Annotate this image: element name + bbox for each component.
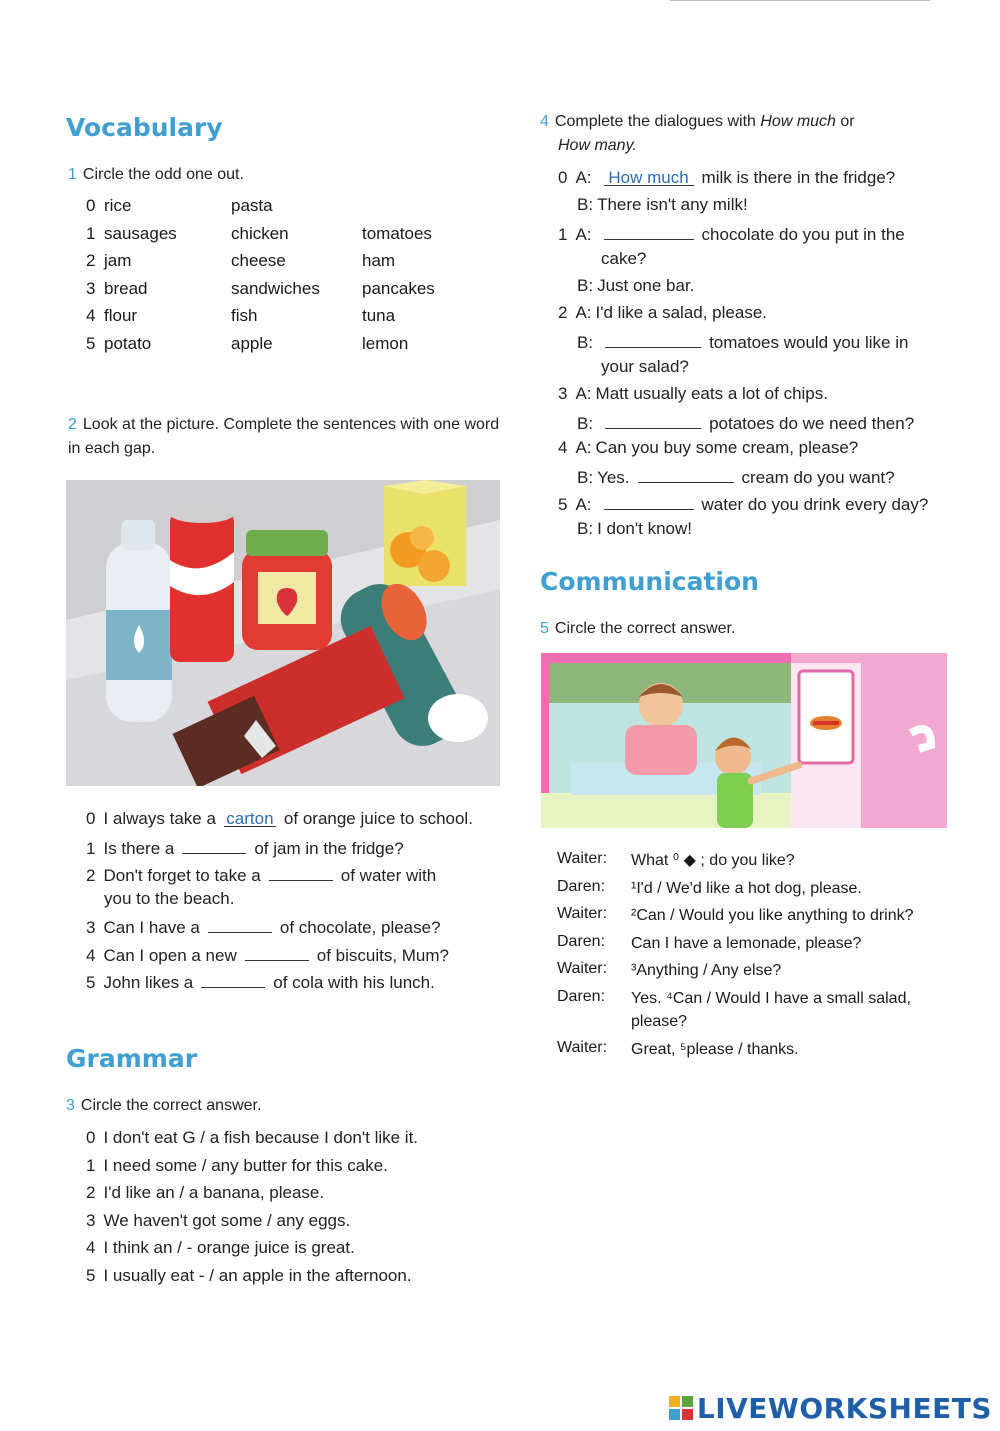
ex3-number: 3 (66, 1097, 75, 1114)
ex1-row-number: 0 (86, 196, 96, 215)
ex2-sentence-start: Can I have a (103, 918, 200, 937)
ex5-line-continuation: please? (631, 1013, 688, 1030)
ex1-word-option[interactable]: fish (231, 306, 258, 325)
ex3-sentence[interactable] (86, 1210, 350, 1232)
liveworksheets-logo-text: LIVEWORKSHEETS (696, 1392, 992, 1425)
ex2-sentence-end: of jam in the fridge? (254, 839, 404, 858)
liveworksheets-logo-icon (669, 1396, 693, 1420)
ex3-sentence-text: I don't eat G / a fish because I don't like it. (103, 1128, 419, 1147)
ex4-b-text: Just one bar. (597, 276, 695, 295)
ex2-sentence-end: of water with (340, 866, 437, 885)
ex3-sentence-text: I usually eat - / an apple in the afternoon. (103, 1265, 412, 1285)
ex1-word-option[interactable]: tomatoes (362, 223, 432, 243)
ex1-row-number: 4 (86, 306, 96, 325)
ex4-b-text: There isn't any milk! (597, 195, 748, 214)
ex4-speaker-b: B: (577, 195, 594, 214)
ex4-line-a (558, 491, 928, 516)
ex5-number: 5 (540, 620, 549, 637)
ex2-sentence-start: Is there a (103, 839, 175, 858)
ex4-number: 4 (540, 113, 549, 130)
ex5-line-text[interactable]: What ⁰ ◆ ; do you like? (631, 852, 795, 869)
ex4-b-continuation: your salad? (601, 357, 689, 376)
ex1-word-option[interactable]: chicken (231, 223, 289, 243)
ex1-word-option[interactable]: apple (231, 333, 273, 353)
ex5-line-text[interactable]: Great, ⁵please / thanks. (631, 1041, 799, 1058)
ex1-row-number: 3 (86, 278, 96, 298)
ex4-speaker-a: A: (575, 495, 592, 514)
ex4-a-text: milk is there in the fridge? (701, 168, 896, 187)
ex4-speaker-a: A: (575, 303, 592, 322)
ex5-speaker: Waiter: (557, 1039, 608, 1056)
ex4-item-number: 5 (558, 495, 568, 514)
ex3-sentence[interactable] (86, 1127, 418, 1149)
ex5-instruction (540, 617, 735, 641)
ex4-line-b (577, 464, 895, 489)
ex4-speaker-a: A: (575, 225, 592, 244)
ex4-b-text: I don't know! (597, 519, 692, 538)
ex3-sentence[interactable] (86, 1265, 412, 1287)
ex3-sentence-text: I think an / - orange juice is great. (103, 1238, 355, 1257)
ex2-sentence-start: Can I open a new (103, 946, 237, 965)
ex4-a-continuation: cake? (601, 249, 647, 268)
ex2-sentence-end: of biscuits, Mum? (316, 946, 449, 965)
ex2-answer-blank[interactable] (208, 914, 272, 933)
ex3-sentence-text: We haven't got some / any eggs. (103, 1210, 351, 1230)
ex2-sentence-start: I always take a (103, 809, 216, 828)
ex1-word-option[interactable]: sausages (104, 223, 177, 243)
ex3-item-number: 5 (86, 1265, 96, 1285)
ex4-a-text: Matt usually eats a lot of chips. (595, 384, 828, 403)
hot-dog-stand-illustration (541, 653, 947, 828)
ex4-instruction (540, 110, 940, 158)
ex5-line-text[interactable]: ¹I'd / We'd like a hot dog, please. (631, 879, 862, 897)
ex4-line-b (577, 518, 692, 540)
ex4-b-prefix: Yes. (597, 468, 630, 487)
ex1-word-option[interactable]: pancakes (362, 278, 435, 298)
ex4-line-b (577, 275, 694, 297)
ex5-line-text[interactable]: ³Anything / Any else? (631, 962, 782, 979)
ex1-row-number: 1 (86, 223, 96, 243)
ex2-sentence (86, 969, 435, 994)
ex1-word-option[interactable]: pasta (231, 196, 273, 215)
ex4-b-text: tomatoes would you like in (709, 333, 909, 352)
ex4-speaker-a: A: (575, 438, 592, 457)
ex4-line-b (577, 410, 914, 435)
ex1-instruction (68, 163, 244, 187)
ex5-line-text[interactable]: ²Can / Would you like anything to drink? (631, 907, 914, 924)
ex4-a-text: chocolate do you put in the (701, 225, 905, 244)
ex2-answer-blank[interactable] (201, 969, 265, 988)
ex4-line-b (577, 329, 908, 354)
top-rule (670, 0, 930, 1)
ex1-word-option[interactable]: jam (104, 251, 132, 270)
communication-heading: Communication (540, 567, 759, 596)
ex4-a-blank[interactable] (604, 221, 694, 240)
ex4-b-blank[interactable] (605, 329, 701, 348)
ex4-speaker-b: B: (577, 333, 594, 352)
ex2-item-number: 2 (86, 866, 96, 885)
ex1-row-number: 5 (86, 333, 96, 353)
ex1-word-option[interactable]: rice (104, 196, 132, 215)
ex2-sentence-start: Don't forget to take a (103, 866, 261, 885)
ex2-item-number: 1 (86, 839, 96, 858)
ex3-item-number: 1 (86, 1155, 96, 1175)
ex4-line-a (558, 302, 767, 324)
ex5-speaker: Daren: (557, 932, 606, 950)
ex5-line-text[interactable]: Yes. ⁴Can / Would I have a small salad, (631, 989, 911, 1007)
ex4-a-text: I'd like a salad, please. (595, 303, 767, 322)
ex4-instruction-or: or (840, 113, 855, 130)
ex3-item-number: 0 (86, 1128, 96, 1147)
ex5-instruction-text: Circle the correct answer. (554, 620, 736, 637)
ex2-answer-blank[interactable] (269, 862, 333, 881)
ex2-sentence (86, 914, 441, 939)
ex2-answer-blank[interactable]: carton (224, 808, 276, 827)
ex2-number: 2 (68, 416, 77, 433)
ex2-sentence (86, 942, 449, 967)
ex2-sentence-continuation: you to the beach. (104, 889, 235, 908)
ex4-line-a (558, 383, 828, 405)
ex4-item-number: 3 (558, 384, 568, 403)
ex5-speaker: Daren: (557, 987, 606, 1005)
ex1-word-option[interactable]: cheese (231, 251, 286, 270)
ex3-sentence[interactable] (86, 1237, 355, 1259)
ex5-speaker: Waiter: (557, 905, 608, 922)
ex4-speaker-a: A: (575, 168, 592, 187)
grammar-heading: Grammar (66, 1044, 198, 1073)
ex4-speaker-b: B: (577, 468, 594, 487)
ex3-instruction (66, 1094, 261, 1118)
ex2-item-number: 4 (86, 946, 96, 965)
ex1-word-option[interactable]: flour (104, 306, 138, 325)
ex4-speaker-b: B: (577, 519, 594, 538)
ex2-sentence-end: of chocolate, please? (279, 918, 441, 937)
ex4-b-blank[interactable] (605, 410, 701, 429)
ex5-speaker: Daren: (557, 877, 606, 895)
ex4-b-text: cream do you want? (741, 468, 895, 487)
ex4-line-b (577, 194, 748, 216)
ex3-sentence[interactable] (86, 1182, 324, 1204)
ex4-item-number: 4 (558, 438, 568, 457)
ex1-number: 1 (68, 166, 77, 183)
ex1-instruction-text: Circle the odd one out. (82, 166, 244, 183)
ex4-speaker-b: B: (577, 414, 594, 433)
ex4-instruction-how-many: How many. (558, 137, 637, 154)
ex2-item-number: 5 (86, 973, 96, 992)
ex2-sentence-end: of orange juice to school. (283, 809, 473, 828)
food-containers-illustration (66, 480, 500, 786)
ex3-sentence-text: I need some / any butter for this cake. (103, 1155, 388, 1175)
ex1-word-option[interactable]: sandwiches (231, 278, 320, 298)
ex2-sentence (86, 862, 436, 887)
ex4-speaker-a: A: (575, 384, 592, 403)
vocabulary-heading: Vocabulary (66, 113, 223, 142)
ex3-item-number: 4 (86, 1238, 96, 1257)
ex1-word-option[interactable]: ham (362, 251, 396, 270)
ex4-b-blank[interactable] (638, 464, 734, 483)
ex4-line-a (558, 167, 895, 189)
ex3-item-number: 2 (86, 1183, 96, 1202)
ex1-word-option[interactable]: bread (104, 278, 148, 298)
ex3-instruction-text: Circle the correct answer. (80, 1097, 262, 1114)
ex4-line-a (558, 437, 858, 459)
ex4-a-blank[interactable]: How much (604, 167, 694, 186)
ex1-word-option[interactable]: tuna (362, 306, 396, 325)
ex2-answer-blank[interactable] (245, 942, 309, 961)
ex2-item-number: 0 (86, 809, 96, 828)
ex2-sentence (86, 835, 404, 860)
ex3-item-number: 3 (86, 1210, 96, 1230)
ex4-item-number: 1 (558, 225, 568, 244)
ex4-a-blank[interactable] (604, 491, 694, 510)
ex4-line-a (558, 221, 905, 246)
ex5-line-text[interactable]: Can I have a lemonade, please? (631, 934, 862, 952)
ex2-instruction (68, 413, 508, 461)
ex1-row-number: 2 (86, 251, 96, 270)
ex1-word-option[interactable]: potato (104, 333, 152, 353)
ex2-sentence (86, 808, 473, 830)
ex4-speaker-b: B: (577, 276, 594, 295)
ex4-item-number: 2 (558, 303, 568, 322)
ex4-instruction-how-much: How much (760, 113, 836, 130)
ex2-instruction-text: Look at the picture. Complete the sentences with one word in each gap. (68, 416, 500, 457)
liveworksheets-logo (669, 1392, 992, 1425)
ex2-sentence-start: John likes a (103, 973, 194, 992)
ex4-a-text: Can you buy some cream, please? (595, 438, 859, 457)
ex2-item-number: 3 (86, 918, 96, 937)
ex4-instruction-text: Complete the dialogues with (554, 113, 756, 130)
ex4-item-number: 0 (558, 168, 568, 187)
ex2-answer-blank[interactable] (182, 835, 246, 854)
ex3-sentence[interactable] (86, 1155, 388, 1177)
ex4-b-text: potatoes do we need then? (709, 414, 915, 433)
ex1-word-option[interactable]: lemon (362, 333, 409, 353)
ex4-a-text: water do you drink every day? (701, 495, 929, 514)
ex2-sentence-end: of cola with his lunch. (273, 973, 435, 992)
ex3-sentence-text: I'd like an / a banana, please. (103, 1183, 325, 1202)
ex5-speaker: Waiter: (557, 960, 608, 977)
ex5-speaker: Waiter: (557, 850, 608, 867)
